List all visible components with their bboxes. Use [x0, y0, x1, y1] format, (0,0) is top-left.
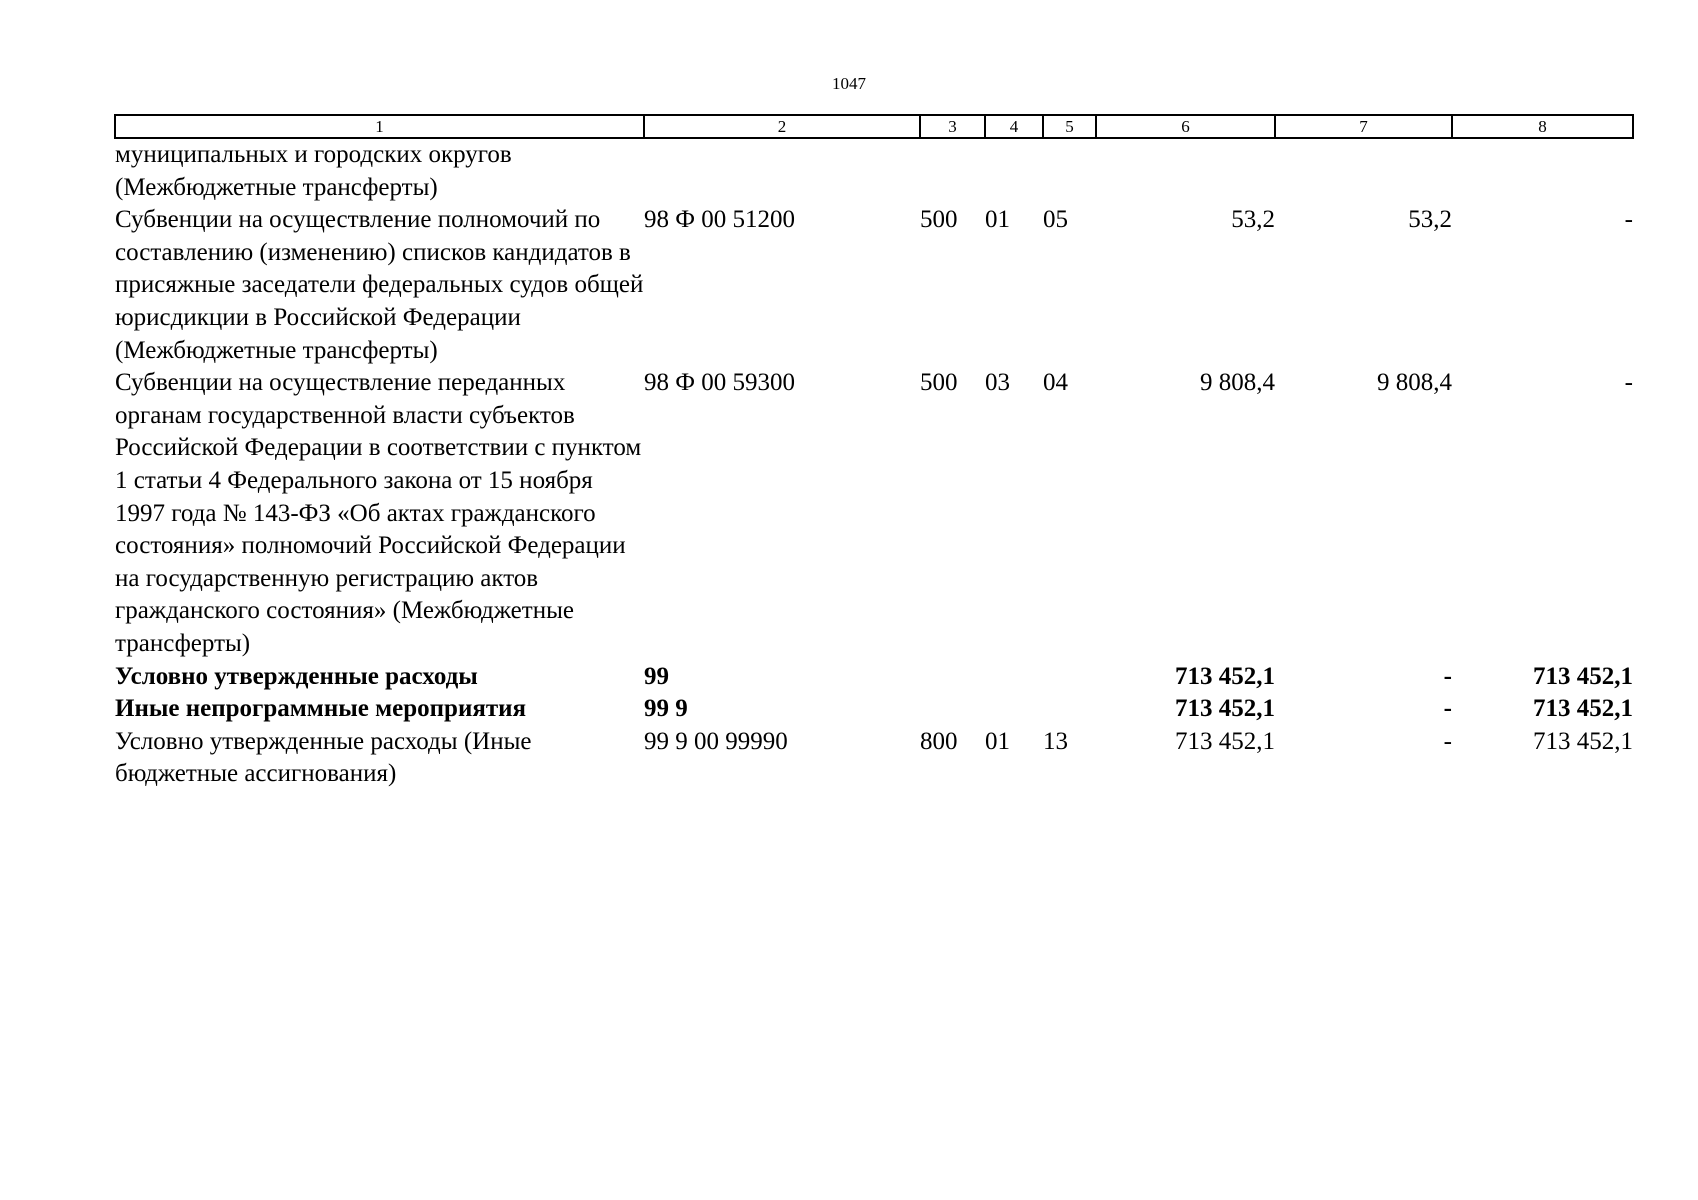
row-col7	[1275, 138, 1452, 204]
row-col3: 500	[920, 206, 958, 234]
row-name: Условно утвержденные расходы	[115, 662, 478, 690]
row-col8: -	[1624, 206, 1633, 234]
row-col8: 713 452,1	[1533, 662, 1633, 690]
row-col4	[985, 138, 1043, 204]
row-col4	[985, 693, 1043, 726]
table-row	[115, 661, 1633, 694]
row-col5	[1043, 138, 1096, 204]
column-header-3: 3	[920, 115, 985, 138]
row-col6: 713 452,1	[1175, 695, 1275, 723]
column-header-8: 8	[1452, 115, 1633, 138]
column-header-7: 7	[1275, 115, 1452, 138]
table-row	[115, 693, 1633, 726]
row-code: 98 Ф 00 59300	[644, 369, 796, 397]
row-col6: 713 452,1	[1175, 662, 1275, 690]
table-row	[115, 367, 1633, 660]
row-col4: 03	[985, 369, 1010, 397]
row-code	[644, 138, 920, 204]
row-col6	[1096, 138, 1275, 204]
row-col6: 53,2	[1231, 206, 1275, 234]
row-col5: 13	[1043, 727, 1068, 755]
row-col3: 500	[920, 369, 958, 397]
row-col3	[920, 661, 985, 694]
page-number: 1047	[832, 74, 866, 93]
row-col8	[1452, 138, 1633, 204]
header-row	[115, 115, 1633, 138]
row-col7: 9 808,4	[1377, 369, 1452, 397]
row-col7: 53,2	[1408, 206, 1452, 234]
row-col5	[1043, 661, 1096, 694]
row-col8: 713 452,1	[1533, 695, 1633, 723]
row-code: 99	[644, 662, 669, 690]
row-col3: 800	[920, 727, 958, 755]
column-header-4: 4	[985, 115, 1043, 138]
row-code: 99 9 00 99990	[644, 727, 788, 755]
budget-table	[114, 114, 1634, 791]
row-col7: -	[1443, 727, 1452, 755]
row-name: Субвенции на осуществление переданных органам государственной власти субъектов Российской Федерации в соответствии с пунктом 1 статьи 4 Федерального закона от 15 ноября 1997 года № 143-ФЗ «Об актах гражданского состояния» полномочий Российской Федерации на государственную регистрацию актов гражданского состояния» (Межбюджетные трансферты)	[115, 369, 642, 657]
row-col7: -	[1443, 662, 1452, 690]
row-col7: -	[1443, 695, 1452, 723]
row-col6: 9 808,4	[1200, 369, 1275, 397]
table-row	[115, 726, 1633, 791]
row-col3	[920, 693, 985, 726]
row-col4: 01	[985, 206, 1010, 234]
row-col5: 04	[1043, 369, 1068, 397]
row-col5	[1043, 693, 1096, 726]
row-col5: 05	[1043, 206, 1068, 234]
row-name: муниципальных и городских округов (Межбюджетные трансферты)	[115, 141, 512, 201]
row-col4	[985, 661, 1043, 694]
row-col4: 01	[985, 727, 1010, 755]
row-name: Иные непрограммные мероприятия	[115, 695, 527, 723]
column-header-6: 6	[1096, 115, 1275, 138]
row-col3	[920, 138, 985, 204]
row-name: Субвенции на осуществление полномочий по составлению (изменению) списков кандидатов в присяжные заседатели федеральных судов общей юрисдикции в Российской Федерации (Межбюджетные трансферты)	[115, 206, 644, 364]
row-col6: 713 452,1	[1175, 727, 1275, 755]
row-name: Условно утвержденные расходы (Иные бюджетные ассигнования)	[115, 727, 532, 788]
table-row	[115, 138, 1633, 204]
column-header-5: 5	[1043, 115, 1096, 138]
row-col8: -	[1624, 369, 1633, 397]
column-header-1: 1	[115, 115, 644, 138]
row-code: 99 9	[644, 695, 688, 723]
row-col8: 713 452,1	[1533, 727, 1633, 755]
row-code: 98 Ф 00 51200	[644, 206, 796, 234]
column-header-2: 2	[644, 115, 920, 138]
table-row	[115, 204, 1633, 367]
